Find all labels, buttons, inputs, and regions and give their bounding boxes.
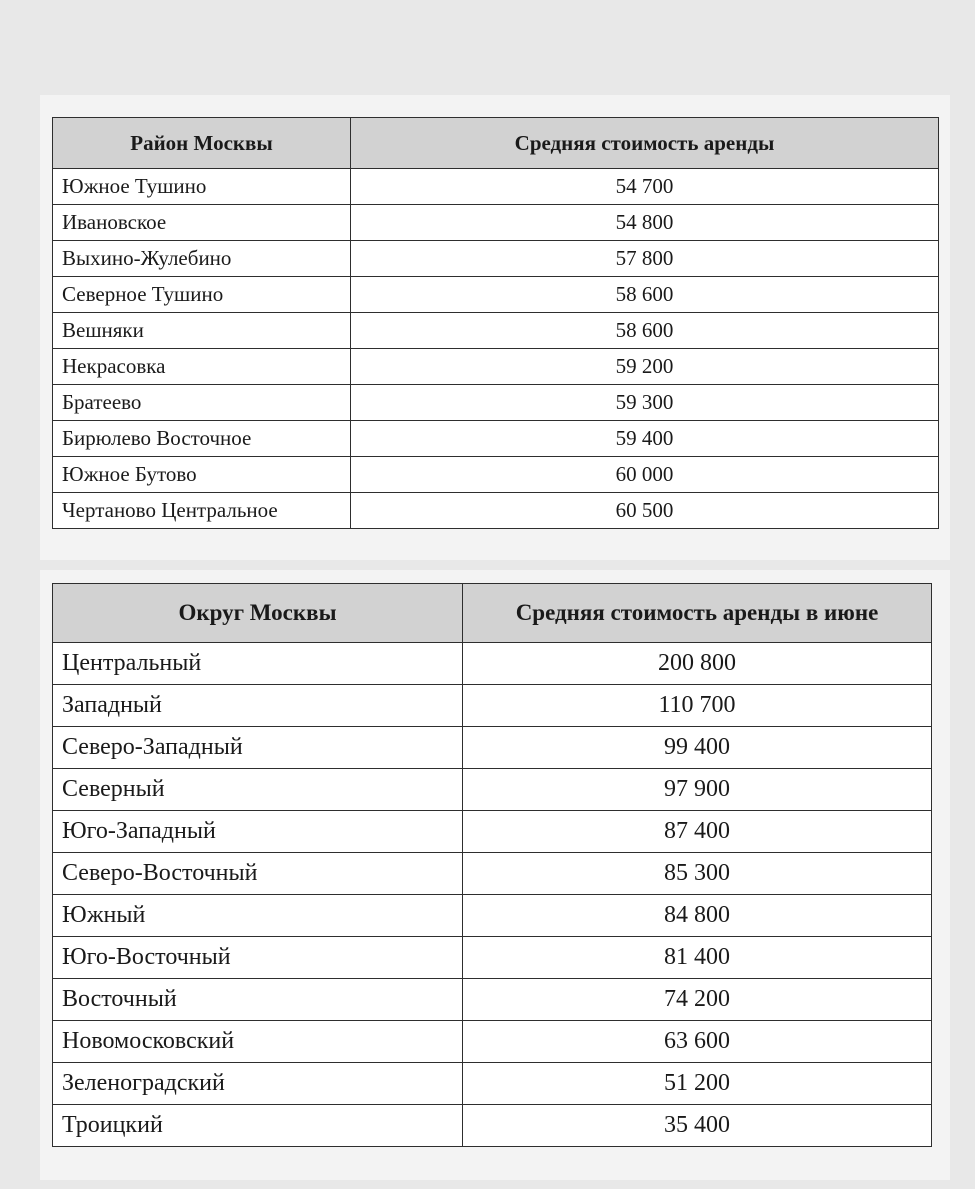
row-value-cell: 54 800 bbox=[351, 205, 939, 241]
table-row bbox=[53, 727, 932, 769]
table-row bbox=[53, 421, 939, 457]
okrugs-table-body bbox=[53, 643, 932, 1147]
okrugs-rent-table bbox=[52, 583, 932, 1147]
table-row bbox=[53, 643, 932, 685]
table-row bbox=[53, 853, 932, 895]
row-name-cell: Некрасовка bbox=[53, 349, 351, 385]
row-value-cell: 60 000 bbox=[351, 457, 939, 493]
row-name-cell: Чертаново Центральное bbox=[53, 493, 351, 529]
table-row bbox=[53, 493, 939, 529]
rent-column-header: Средняя стоимость аренды bbox=[351, 118, 939, 169]
row-value-cell: 59 400 bbox=[351, 421, 939, 457]
row-value-cell: 35 400 bbox=[463, 1105, 932, 1147]
table-row bbox=[53, 205, 939, 241]
row-name-cell: Новомосковский bbox=[53, 1021, 463, 1063]
row-name-cell: Троицкий bbox=[53, 1105, 463, 1147]
row-value-cell: 200 800 bbox=[463, 643, 932, 685]
row-value-cell: 85 300 bbox=[463, 853, 932, 895]
table-row bbox=[53, 385, 939, 421]
row-name-cell: Выхино-Жулебино bbox=[53, 241, 351, 277]
table-row bbox=[53, 769, 932, 811]
table-row bbox=[53, 241, 939, 277]
row-name-cell: Северо-Восточный bbox=[53, 853, 463, 895]
row-name-cell: Ивановское bbox=[53, 205, 351, 241]
row-value-cell: 110 700 bbox=[463, 685, 932, 727]
row-value-cell: 84 800 bbox=[463, 895, 932, 937]
row-name-cell: Западный bbox=[53, 685, 463, 727]
row-value-cell: 57 800 bbox=[351, 241, 939, 277]
row-name-cell: Южное Тушино bbox=[53, 169, 351, 205]
row-name-cell: Юго-Западный bbox=[53, 811, 463, 853]
june-rent-column-header: Средняя стоимость аренды в июне bbox=[463, 584, 932, 643]
districts-table-body bbox=[53, 169, 939, 529]
row-value-cell: 59 300 bbox=[351, 385, 939, 421]
okrug-column-header: Округ Москвы bbox=[53, 584, 463, 643]
table-row bbox=[53, 349, 939, 385]
row-value-cell: 87 400 bbox=[463, 811, 932, 853]
table-row bbox=[53, 937, 932, 979]
table-row bbox=[53, 685, 932, 727]
row-value-cell: 51 200 bbox=[463, 1063, 932, 1105]
table-row bbox=[53, 811, 932, 853]
row-name-cell: Восточный bbox=[53, 979, 463, 1021]
row-value-cell: 97 900 bbox=[463, 769, 932, 811]
row-name-cell: Северный bbox=[53, 769, 463, 811]
row-value-cell: 54 700 bbox=[351, 169, 939, 205]
row-name-cell: Южное Бутово bbox=[53, 457, 351, 493]
row-name-cell: Южный bbox=[53, 895, 463, 937]
table-row bbox=[53, 169, 939, 205]
row-value-cell: 60 500 bbox=[351, 493, 939, 529]
row-name-cell: Бирюлево Восточное bbox=[53, 421, 351, 457]
district-column-header: Район Москвы bbox=[53, 118, 351, 169]
row-name-cell: Братеево bbox=[53, 385, 351, 421]
row-name-cell: Северо-Западный bbox=[53, 727, 463, 769]
row-value-cell: 63 600 bbox=[463, 1021, 932, 1063]
row-name-cell: Северное Тушино bbox=[53, 277, 351, 313]
row-name-cell: Вешняки bbox=[53, 313, 351, 349]
row-value-cell: 58 600 bbox=[351, 313, 939, 349]
row-value-cell: 59 200 bbox=[351, 349, 939, 385]
row-name-cell: Центральный bbox=[53, 643, 463, 685]
table-row bbox=[53, 1063, 932, 1105]
table-row bbox=[53, 457, 939, 493]
row-value-cell: 74 200 bbox=[463, 979, 932, 1021]
table-row bbox=[53, 1021, 932, 1063]
table-row bbox=[53, 979, 932, 1021]
table-row bbox=[53, 277, 939, 313]
table-row bbox=[53, 1105, 932, 1147]
row-value-cell: 99 400 bbox=[463, 727, 932, 769]
row-value-cell: 58 600 bbox=[351, 277, 939, 313]
row-value-cell: 81 400 bbox=[463, 937, 932, 979]
row-name-cell: Юго-Восточный bbox=[53, 937, 463, 979]
row-name-cell: Зеленоградский bbox=[53, 1063, 463, 1105]
table-row bbox=[53, 313, 939, 349]
table-header-row bbox=[53, 118, 939, 169]
table-header-row bbox=[53, 584, 932, 643]
districts-rent-table bbox=[52, 117, 939, 529]
table-row bbox=[53, 895, 932, 937]
